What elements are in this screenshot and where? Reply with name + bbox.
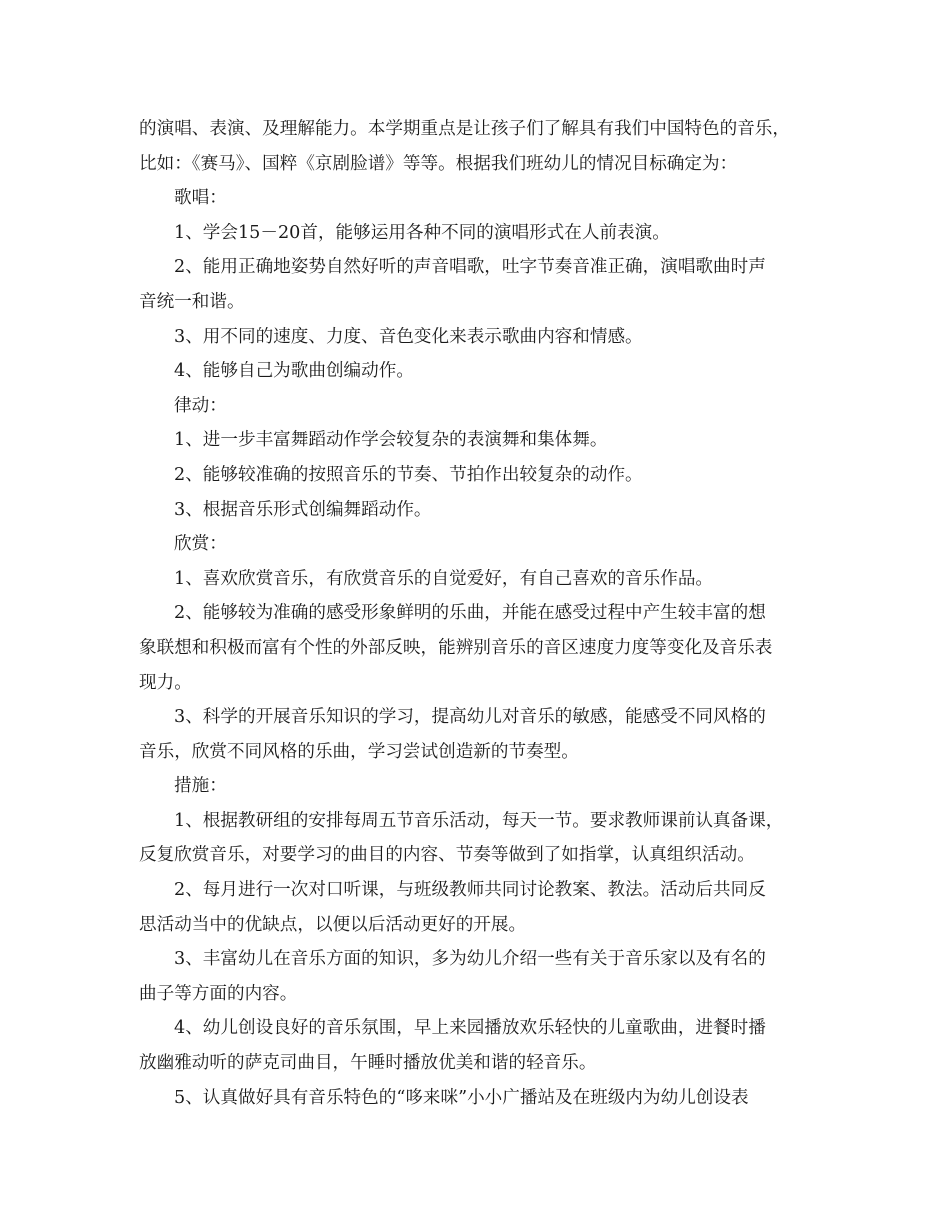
text-line: 思活动当中的优缺点，以便以后活动更好的开展。 [139, 914, 527, 935]
text-line: 比如：《赛马》、国粹《京剧脸谱》等等。根据我们班幼儿的情况目标确定为： [139, 153, 738, 174]
document-body [139, 112, 829, 1115]
text-line: 音乐，欣赏不同风格的乐曲，学习尝试创造新的节奏型。 [139, 741, 579, 762]
text-line: 3、用不同的速度、力度、音色变化来表示歌曲内容和情感。 [174, 326, 643, 347]
text-line: 5、认真做好具有音乐特色的“哆来咪”小小广播站及在班级内为幼儿创设表 [174, 1087, 749, 1108]
text-line: 反复欣赏音乐，对要学习的曲目的内容、节奏等做到了如指掌，认真组织活动。 [139, 845, 755, 866]
text-line: 1、喜欢欣赏音乐，有欣赏音乐的自觉爱好，有自己喜欢的音乐作品。 [174, 568, 714, 589]
text-line: 1、进一步丰富舞蹈动作学会较复杂的表演舞和集体舞。 [174, 430, 608, 451]
section-heading: 歌唱： [174, 188, 227, 209]
text-line: 曲子等方面的内容。 [139, 983, 298, 1004]
text-line: 1、学会15－20首，能够运用各种不同的演唱形式在人前表演。 [174, 222, 670, 243]
text-line: 3、科学的开展音乐知识的学习，提高幼儿对音乐的敏感，能感受不同风格的 [174, 707, 766, 728]
text-line: 的演唱、表演、及理解能力。本学期重点是让孩子们了解具有我们中国特色的音乐， [139, 119, 790, 139]
section-heading: 措施： [174, 776, 227, 797]
text-line: 2、能用正确地姿势自然好听的声音唱歌，吐字节奏音准正确，演唱歌曲时声 [174, 257, 766, 278]
text-line: 2、能够较准确的按照音乐的节奏、节拍作出较复杂的动作。 [174, 464, 643, 485]
text-line: 3、丰富幼儿在音乐方面的知识，多为幼儿介绍一些有关于音乐家以及有名的 [174, 949, 766, 970]
text-line: 1、根据教研组的安排每周五节音乐活动，每天一节。要求教师课前认真备课， [174, 810, 784, 831]
text-line: 2、每月进行一次对口听课，与班级教师共同讨论教案、教法。活动后共同反 [174, 880, 766, 901]
text-line: 现力。 [139, 672, 192, 693]
text-line: 3、根据音乐形式创编舞蹈动作。 [174, 499, 432, 520]
text-line: 2、能够较为准确的感受形象鲜明的乐曲，并能在感受过程中产生较丰富的想 [174, 603, 766, 624]
section-heading: 律动： [174, 395, 227, 416]
section-heading: 欣赏： [174, 534, 227, 555]
text-line: 音统一和谐。 [139, 291, 245, 312]
text-line: 4、能够自己为歌曲创编动作。 [174, 361, 414, 382]
text-line: 象联想和积极而富有个性的外部反映，能辨别音乐的音区速度力度等变化及音乐表 [139, 637, 773, 658]
text-line: 4、幼儿创设良好的音乐氛围，早上来园播放欢乐轻快的儿童歌曲，进餐时播 [174, 1018, 766, 1039]
text-line: 放幽雅动听的萨克司曲目，午睡时播放优美和谐的轻音乐。 [139, 1053, 597, 1074]
